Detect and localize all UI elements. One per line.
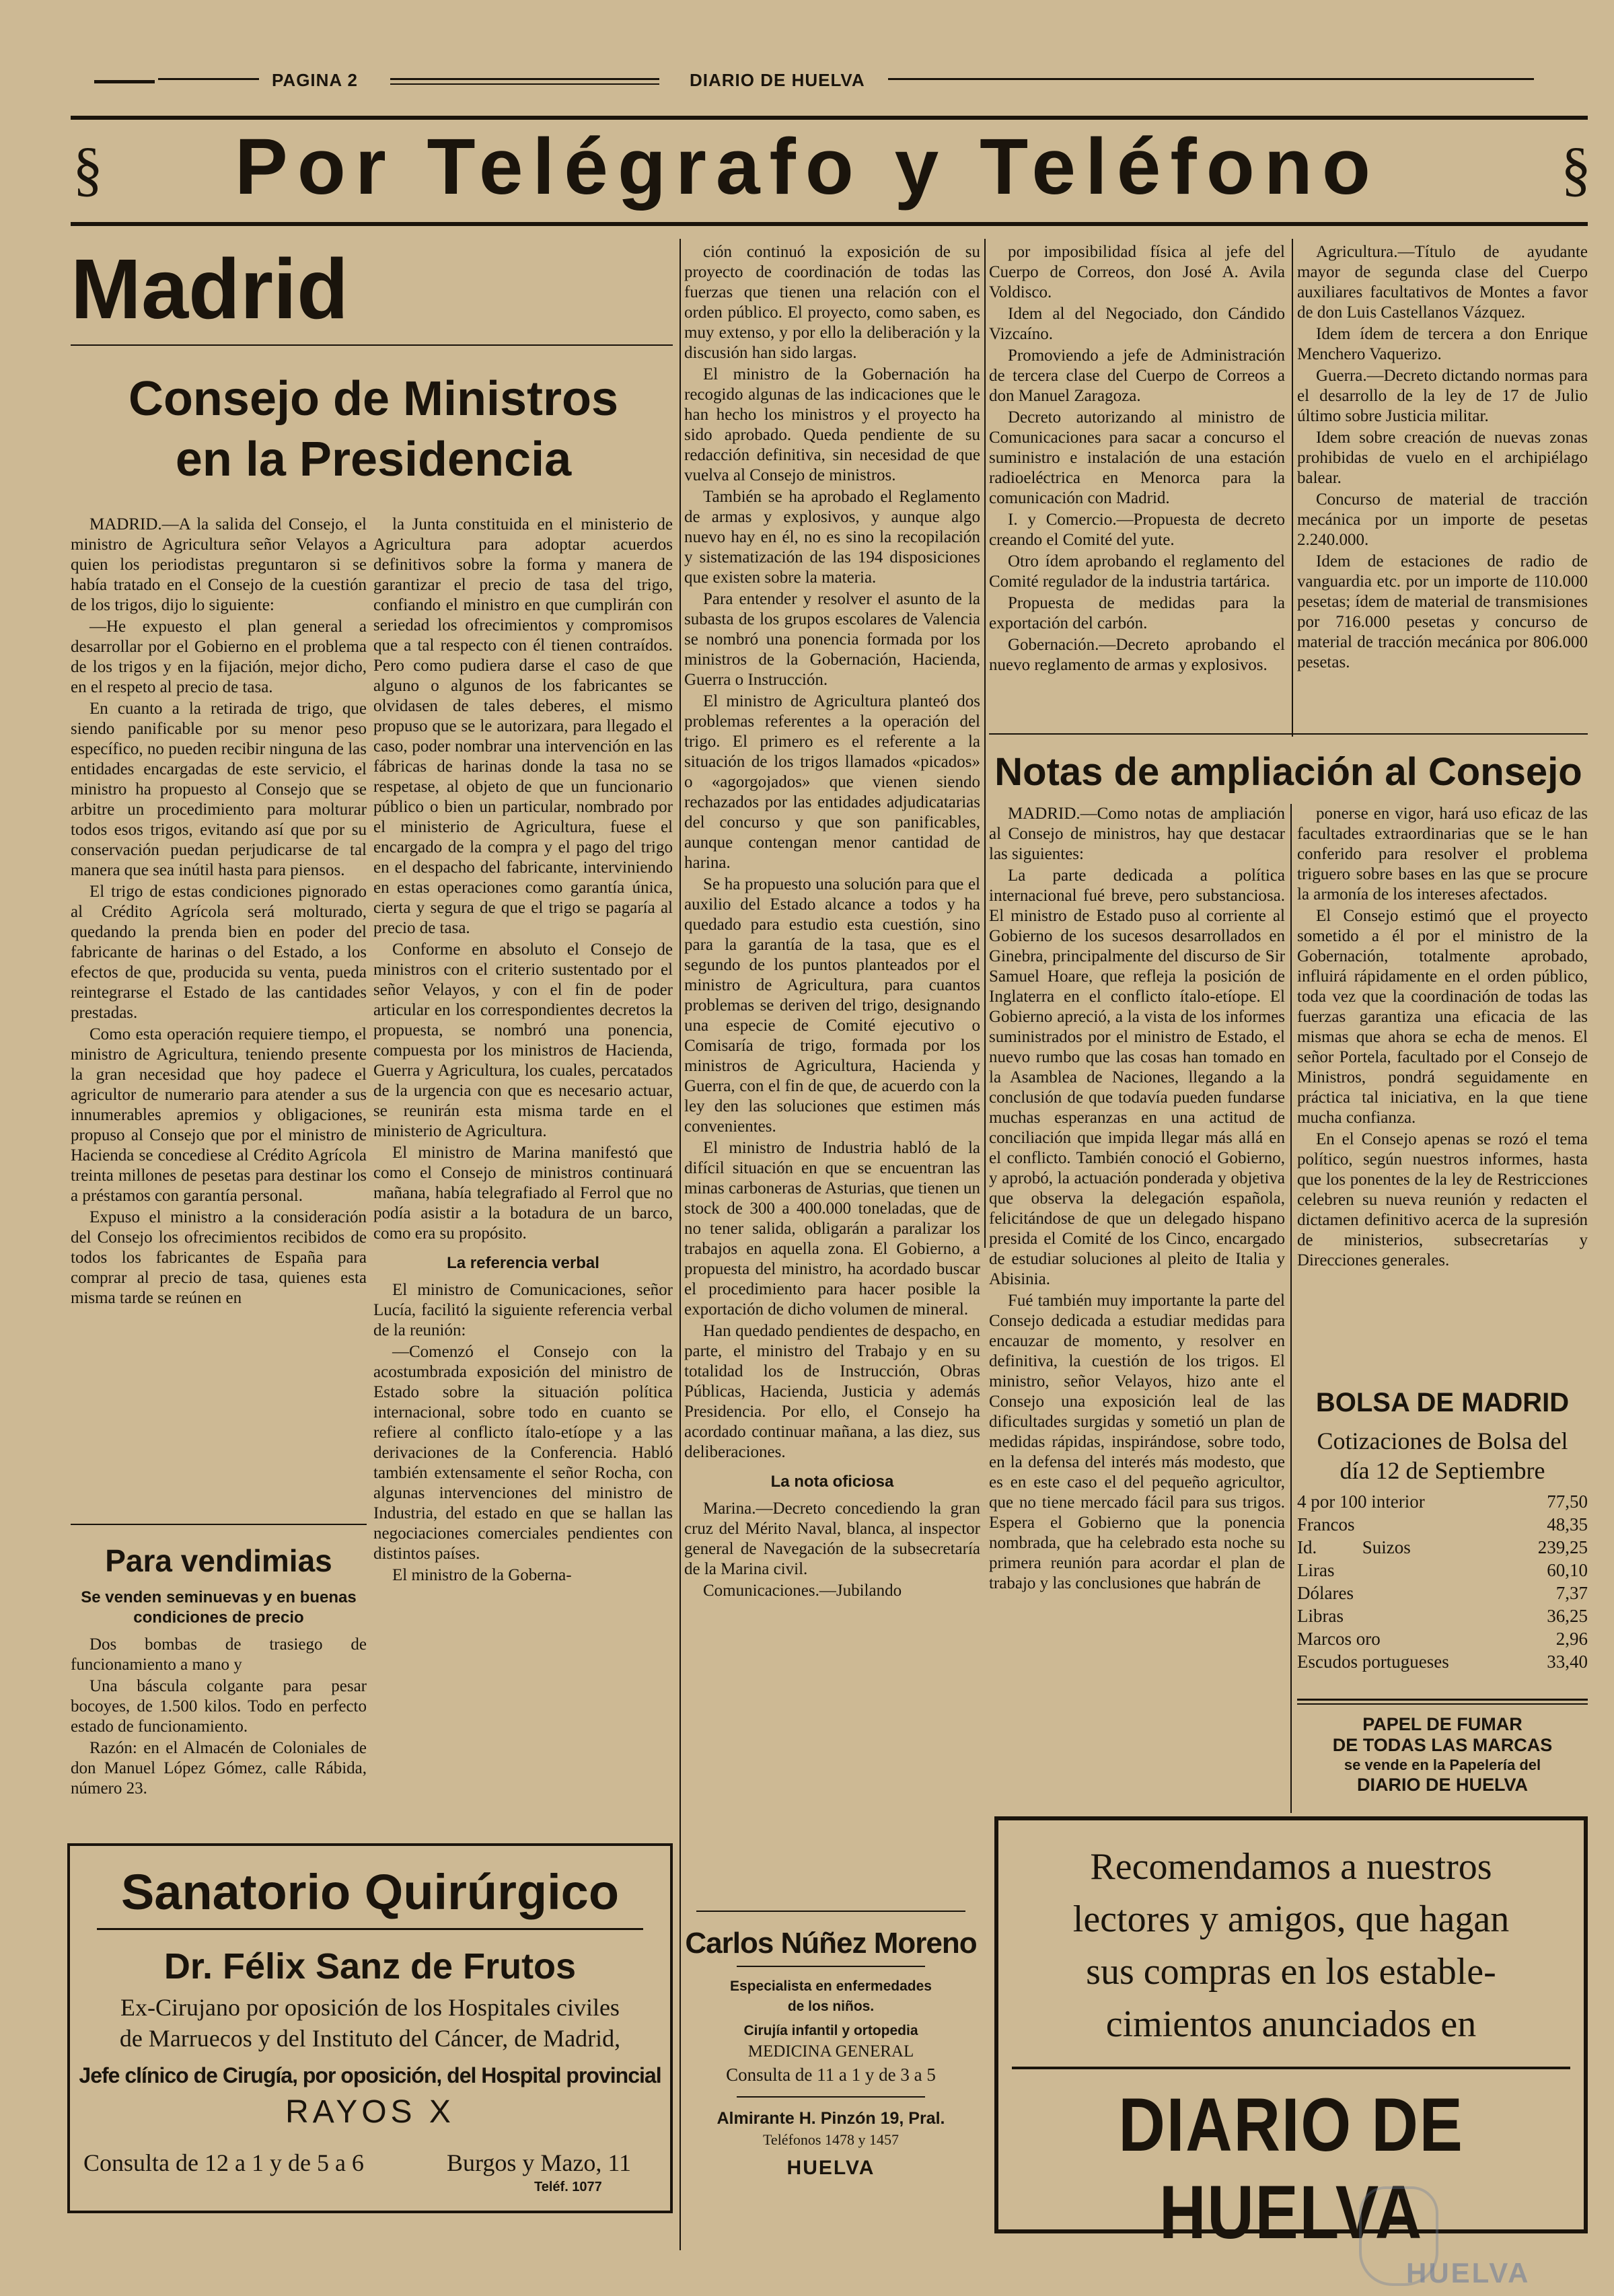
paragraph: Idem ídem de tercera a don Enrique Menchero Vaquerizo. [1297, 325, 1588, 363]
paragraph: En el Consejo apenas se rozó el tema político, según nuestros informes, hasta que los ponentes de la ley de Restricciones celebren su nueva reunión y redacten el dictamen definitivo acerca de la supresión de ministerios, subsecretarías y Direcciones generales. [1297, 1130, 1588, 1269]
paragraph: Decreto autorizando al ministro de Comunicaciones para sacar a concurso el suministro e instalación de una estación radioeléctrica en Menorca para la comunicación con Madrid. [989, 408, 1285, 507]
nunez-name: Carlos Núñez Moreno [685, 1927, 977, 1960]
quote-value: 239,25 [1537, 1537, 1588, 1557]
sanatorio-doctor: Dr. Félix Sanz de Frutos [163, 1946, 577, 1987]
paragraph: Han quedado pendientes de despacho, en parte, el ministro del Trabajo y en su totalidad los de Instrucción, Obras Públicas, Hacienda, Justicia y además Presidencia. Por ello, el Consejo ha acordado continuar mañana, a las diez, sus deliberaciones. [684, 1322, 980, 1461]
paragraph: Promoviendo a jefe de Administración de tercera clase del Cuerpo de Correos a don Manuel Zaragoza. [989, 346, 1285, 405]
subhead-nota-oficiosa: La nota oficiosa [770, 1473, 894, 1491]
nunez-phones: Teléfonos 1478 y 1457 [763, 2131, 899, 2148]
paragraph: El ministro de la Gobernación ha recogido algunas de las indicaciones que le han hecho los ministros y el proyecto ha sido aprobado. Queda pendiente de su redacción definitiva, sin necesidad de que vuelva al Consejo de ministros. [684, 365, 980, 484]
table-row [1297, 1582, 1588, 1604]
quote-value: 60,10 [1547, 1560, 1588, 1580]
paragraph: MADRID.—A la salida del Consejo, el ministro de Agricultura señor Velayos a quien los periodistas preguntaron si se había tratado en el Consejo de la cuestión de los trigos, dijo lo siguiente: [71, 515, 367, 614]
promo-line3: sus compras en los estable- [1086, 1951, 1496, 1993]
nunez-ad [683, 1911, 979, 2213]
sanatorio-phone: Teléf. 1077 [534, 2180, 602, 2194]
promo-line2: lectores y amigos, que hagan [1072, 1898, 1510, 1940]
sanatorio-ad [67, 1843, 673, 2213]
paragraph: El ministro de la Goberna- [392, 1566, 572, 1584]
sanatorio-line2: de Marruecos y del Instituto del Cáncer, de Madrid, [119, 2025, 621, 2052]
quote-value: 2,96 [1555, 1629, 1588, 1649]
column-1 [71, 515, 367, 1520]
notas-column-a [989, 804, 1285, 1810]
quote-value: 48,35 [1547, 1514, 1588, 1534]
paragraph: Idem de estaciones de radio de vanguardia etc. por un importe de 110.000 pesetas; ídem de material de transmisiones por 716.000 pesetas y concurso de material de tracción mecánica por 806.000 pesetas. [1297, 552, 1588, 671]
paragraph: Comunicaciones.—Jubilando [703, 1582, 902, 1600]
running-paper-name: DIARIO DE HUELVA [690, 70, 865, 90]
paragraph: Conforme en absoluto el Consejo de ministros con el criterio sustentado por el señor Velayos, y con el fin de poder articular en los correspondientes decretos la propuesta, se nombró una ponencia, compuesta por los ministros de Hacienda, Guerra y Agricultura, los cuales, percatados de la urgencia con que es necesario actuar, se reunirán esta misma tarde en el ministerio de Agricultura. [373, 940, 673, 1140]
paragraph: Otro ídem aprobando el reglamento del Comité regulador de la industria tartárica. [989, 552, 1285, 591]
papel-line3: se vende en la Papelería del [1344, 1756, 1541, 1773]
paragraph: ción continuó la exposición de su proyecto de coordinación de todas las fuerzas que tienen una relación con el orden público. El proyecto, como saben, es muy extenso, y por ello la deliberación y la discusión han sido largas. [684, 243, 980, 362]
city-headline: Madrid [71, 242, 349, 336]
quote-value: 36,25 [1547, 1606, 1588, 1626]
paragraph: En cuanto a la retirada de trigo, que siendo panificable por su menor peso específico, no pueden recibir ninguna de las entidades encargadas de este servicio, el ministro ha propuesto al Consejo que se arbitre un procedimiento para molturar todos esos trigos, evitando así que por su conservación puedan perjudicarse de tal manera que sea inútil hasta para piensos. [71, 700, 367, 879]
sanatorio-line3: Jefe clínico de Cirugía, por oposición, del Hospital provincial [79, 2063, 661, 2087]
table-row [1297, 1650, 1588, 1673]
paragraph: Para entender y resolver el asunto de la subasta de los grupos escolares de Valencia se nombró una ponencia formada por los ministros de la Gobernación, Hacienda, Guerra o Instrucción. [684, 590, 980, 689]
quote-value: 33,40 [1547, 1652, 1588, 1672]
notas-column-b [1297, 804, 1588, 1376]
paragraph: Una báscula colgante para pesar bocoyes, de 1.500 kilos. Todo en perfecto estado de funcionamiento. [71, 1677, 367, 1736]
right-ornament-icon: § [1561, 136, 1591, 202]
paragraph: Fué también muy importante la parte del Consejo dedicada a estudiar medidas para encauzar de momento, y resolver en definitiva, la cuestión de los trigos. El ministro, señor Velayos, hizo ante el Consejo una exposición leal de las dificultades surgidas y sometió un plan de medidas rápidas, inspirándose, sobre todo, en la defensa del interés más modesto, que es en este caso el del pequeño agricultor, que no tiene mercado fácil para sus trigos. Espera el Gobierno que la ponencia nombrada, que ha celebrado esta noche su primera reunión para acordar el plan de trabajo y las conclusiones que habrán de [989, 1292, 1285, 1592]
paragraph: La parte dedicada a política internacional fué breve, pero substanciosa. El ministro de Estado puso al corriente al Gobierno de los sucesos desarrollados en Ginebra, principalmente del discurso de Sir Samuel Hoare, que refleja la posición de Inglaterra en el conflicto ítalo-etíope. El Gobierno apreció, a la vista de los informes suministrados por el ministro de Estado, el nuevo rumbo que las cosas han tomado en la Asamblea de Naciones, llegando a la conclusión de que todavía pueden fundarse muchas esperanzas en una actitud de conciliación que impida llegar más allá en el conflicto. También conoció el Gobierno, y aprobó, la actuación ponderada y objetiva que observa la delegación española, felicitándose de que un delegado hispano presida el Comité de los Cinco, encargado de estudiar soluciones al pleito de Italia y Abisinia. [989, 866, 1285, 1288]
vendimias-title: Para vendimias [105, 1543, 332, 1578]
main-headline-line2: en la Presidencia [175, 433, 572, 486]
papel-line2: DE TODAS LAS MARCAS [1332, 1735, 1553, 1755]
table-row [1297, 1490, 1588, 1513]
table-row [1297, 1627, 1588, 1650]
paragraph: Expuso el ministro a la consideración del Consejo los ofrecimientos recibidos de todos los fabricantes de España para comprar al precio de tasa, quienes esta misma tarde se reúnen en [71, 1208, 367, 1307]
bolsa-title: BOLSA DE MADRID [1315, 1388, 1570, 1417]
sanatorio-consulta: Consulta de 12 a 1 y de 5 a 6 [83, 2149, 364, 2176]
paragraph: También se ha aprobado el Reglamento de armas y explosivos, y aunque algo nuevo hay en él, no es sino la recopilación y sistematización de las 194 disposiciones que existen sobre la materia. [684, 488, 980, 587]
shield-icon [1359, 2186, 1438, 2286]
paragraph: Propuesta de medidas para la exportación del carbón. [989, 594, 1285, 632]
archive-watermark: HUELVA [1406, 2257, 1531, 2289]
promo-line1: Recomendamos a nuestros [1090, 1846, 1492, 1888]
paragraph: Idem sobre creación de nuevas zonas prohibidas de vuelo en el archipiélago balear. [1297, 429, 1588, 487]
nunez-city: HUELVA [786, 2157, 875, 2179]
bolsa-subtitle-2: día 12 de Septiembre [1340, 1457, 1545, 1484]
paragraph: MADRID.—Como notas de ampliación al Consejo de ministros, hay que destacar las siguientes: [989, 805, 1285, 863]
paragraph: Gobernación.—Decreto aprobando el nuevo reglamento de armas y explosivos. [989, 636, 1285, 674]
paragraph: Agricultura.—Título de ayudante mayor de segunda clase del Cuerpo auxiliares facultativos de Montes a favor de don Luis Castellanos Vázquez. [1297, 243, 1588, 322]
paragraph: El ministro de Marina manifestó que como el Consejo de ministros continuará mañana, había telegrafiado al Ferrol que no podía asistir a la botadura de un barco, como era su propósito. [373, 1144, 673, 1243]
promo-masthead: DIARIO DE HUELVA [1118, 2083, 1464, 2254]
papel-ad [1297, 1714, 1588, 1795]
nunez-line1: Especialista en enfermedades de los niños. [730, 1978, 932, 2014]
papel-line4: DIARIO DE HUELVA [1356, 1775, 1528, 1795]
paragraph: Guerra.—Decreto dictando normas para el desarrollo de la ley de 17 de Julio último sobre Justicia militar. [1297, 367, 1588, 425]
paragraph: El ministro de Comunicaciones, señor Lucía, facilitó la siguiente referencia verbal de la reunión: [373, 1281, 673, 1339]
quote-label: Marcos oro [1297, 1629, 1381, 1649]
nunez-consulta: Consulta de 11 a 1 y de 3 a 5 [726, 2065, 936, 2085]
sanatorio-address: Burgos y Mazo, 11 [447, 2149, 631, 2176]
column-4 [989, 242, 1285, 733]
bolsa-subtitle-1: Cotizaciones de Bolsa del [1317, 1428, 1568, 1454]
paragraph: I. y Comercio.—Propuesta de decreto creando el Comité del yute. [989, 511, 1285, 549]
page-label: PAGINA 2 [272, 70, 358, 90]
quote-label: Dólares [1297, 1583, 1354, 1603]
nunez-line2: Cirujía infantil y ortopedia [743, 2023, 918, 2038]
sanatorio-title: Sanatorio Quirúrgico [120, 1864, 620, 1920]
paragraph: Como esta operación requiere tiempo, el ministro de Agricultura, teniendo presente la gran necesidad que hoy padece el agricultor de numerario para atender a sus innumerables apremios y obligaciones, propuso al Consejo que por el ministro de Hacienda se concediese al Crédito Agrícola treinta millones de pesetas para destinar los a préstamos con garantía personal. [71, 1025, 367, 1205]
column-5 [1297, 242, 1588, 733]
paragraph: por imposibilidad física al jefe del Cuerpo de Correos, don José A. Avila Voldisco. [989, 243, 1285, 301]
quote-label: Liras [1297, 1560, 1335, 1580]
table-row [1297, 1536, 1588, 1559]
sanatorio-rayos: RAYOS X [285, 2094, 455, 2130]
quote-label: Escudos portugueses [1297, 1652, 1449, 1672]
paragraph: Idem al del Negociado, don Cándido Vizcaíno. [989, 305, 1285, 343]
paragraph: Se ha propuesto una solución para que el auxilio del Estado alcance a todos y ha quedado para estudio esta cuestión, sino para la garantía de la tasa, que es el segundo de los puntos planteados por el ministro de Agricultura, para cuantos problemas se deriven del trigo, designando una especie de Comité ejecutivo o Comisaría de trigo, formada por los ministros de Agricultura, Hacienda y Guerra, con el fin de que, de acuerdo con la ley den las soluciones que estimen más convenientes. [684, 875, 980, 1136]
table-row [1297, 1559, 1588, 1582]
sanatorio-line1: Ex-Cirujano por oposición de los Hospitales civiles [120, 1994, 620, 2021]
paragraph: la Junta constituida en el ministerio de Agricultura para adoptar acuerdos definitivos sobre la forma y manera de garantizar el precio de tasa del trigo, confiando el ministro en que cumplirán con seriedad los ofrecimientos y compromisos que a tal respecto con él tienen contraídos. Pero como pudiera darse el caso de que alguno o algunos de los fabricantes se olvidasen de tales deberes, el mismo propuso que se le autorizara, para llegado el caso, poder nombrar una intervención en las fábricas de harinas donde la tasa no se respetase, al objeto de que un funcionario público o bien un particular, nombrado por el ministerio de Agricultura, fuese el encargado de la compra y el pago del trigo en el despacho del fabricante, interviniendo en estas operaciones como garantía única, cierta y segura de que el trigo se pagaría al precio de tasa. [373, 515, 673, 937]
paragraph: Razón: en el Almacén de Coloniales de don Manuel López Gómez, calle Rábida, número 23. [71, 1739, 367, 1798]
quote-label: Id. Suizos [1297, 1537, 1411, 1557]
paragraph: ponerse en vigor, hará uso eficaz de las facultades extraordinarias que se le han conferido para resolver el problema triguero sobre bases en las que se procure la armonía de los intereses afectados. [1297, 805, 1588, 903]
nunez-line3: MEDICINA GENERAL [747, 2042, 914, 2061]
table-row [1297, 1604, 1588, 1627]
paragraph: Dos bombas de trasiego de funcionamiento a mano y [71, 1635, 367, 1674]
paragraph: El trigo de estas condiciones pignorado al Crédito Agrícola será molturado, quedando la prenda bien en poder del fabricante de harinas o del Estado, a los efectos de que, producida su venta, pueda reintegrarse el Estado de las cantidades prestadas. [71, 883, 367, 1022]
quote-label: Libras [1297, 1606, 1344, 1626]
vendimias-body [71, 1635, 367, 1830]
column-2 [373, 515, 673, 1833]
subhead-referencia: La referencia verbal [447, 1254, 599, 1272]
paragraph: Marina.—Decreto concediendo la gran cruz del Mérito Naval, blanca, al inspector general de Navegación de la subsecretaría de la Marina civil. [684, 1499, 980, 1578]
paragraph: —Comenzó el Consejo con la acostumbrada exposición del ministro de Estado sobre la situación política internacional, sobre todo en cuanto se refiere al conflicto ítalo-etíope y a las derivaciones de la Conferencia. Habló también extensamente el señor Rocha, con algunas intervenciones del ministro de Industria, del estado en que se hallan las negociaciones comerciales pendientes con distintos países. [373, 1343, 673, 1563]
column-3 [684, 242, 980, 1900]
nunez-address: Almirante H. Pinzón 19, Pral. [717, 2109, 945, 2128]
papel-line1: PAPEL DE FUMAR [1362, 1714, 1523, 1734]
promo-ad [994, 1816, 1588, 2254]
quote-value: 77,50 [1547, 1491, 1588, 1512]
paragraph: El ministro de Industria habló de la difícil situación en que se encuentran las minas carboneras de Asturias, que tienen un stock de 300 a 400.000 toneladas, que de no tener salida, obligarán a paralizar los trabajos en aquella zona. El Gobierno, a propuesta del ministro, ha acordado buscar el procedimiento para hacer posible la exportación de dicho volumen de mineral. [684, 1139, 980, 1319]
paragraph: El ministro de Agricultura planteó dos problemas referentes a la operación del trigo. El primero es el referente a la situación de los trigos llamados «picados» o «agorgojados» que vienen siendo rechazados por las entidades adjudicatarias del concurso y que son panificables, aunque contengan menor cantidad de harina. [684, 692, 980, 872]
bolsa-table [1297, 1490, 1588, 1673]
left-ornament-icon: § [73, 136, 103, 202]
promo-line4: cimientos anunciados en [1105, 2003, 1477, 2045]
quote-value: 7,37 [1555, 1583, 1588, 1603]
quote-label: 4 por 100 interior [1297, 1491, 1425, 1512]
paragraph: El Consejo estimó que el proyecto sometido a él por el ministro de la Gobernación, totalmente aprobado, influirá rápidamente en el orden público, toda vez que la coordinación de todas las fuerzas garantiza una eficacia de las mismas que ahora se echa de menos. El señor Portela, facultado por el Consejo de Ministros, pondrá seguidamente en práctica tal iniciativa, en la que tiene mucha confianza. [1297, 907, 1588, 1127]
section-banner: Por Telégrafo y Teléfono [235, 122, 1380, 211]
quote-label: Francos [1297, 1514, 1355, 1534]
paragraph: Concurso de material de tracción mecánica por un importe de pesetas 2.240.000. [1297, 490, 1588, 549]
main-headline-line1: Consejo de Ministros [128, 372, 619, 426]
paragraph: —He expuesto el plan general a desarrollar por el Gobierno en el problema de los trigos y en la fijación, mejor dicho, en el respeto al precio de tasa. [71, 618, 367, 696]
table-row [1297, 1513, 1588, 1536]
notas-headline: Notas de ampliación al Consejo [994, 750, 1582, 794]
vendimias-subtitle: Se venden seminuevas y en buenas condiciones de precio [81, 1588, 357, 1627]
